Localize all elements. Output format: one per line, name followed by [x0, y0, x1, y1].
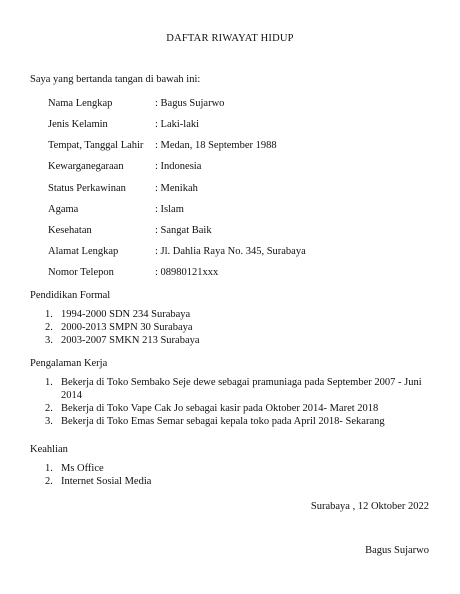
list-text: 2000-2013 SMPN 30 Surabaya [61, 322, 193, 334]
list-number: 1. [45, 463, 53, 474]
list-number: 1. [45, 377, 53, 388]
biodata-value: : Laki-laki [155, 119, 200, 131]
list-text: Internet Sosial Media [61, 476, 152, 488]
biodata-value: : Jl. Dahlia Raya No. 345, Surabaya [155, 245, 306, 257]
biodata-label: Agama [48, 203, 79, 215]
biodata-label: Nama Lengkap [48, 98, 113, 109]
signer-name: Bagus Sujarwo [365, 545, 429, 556]
biodata-value: : Menikah [155, 182, 198, 194]
list-text: Ms Office [61, 463, 104, 474]
list-item [30, 308, 430, 321]
biodata-value: : Indonesia [155, 161, 202, 173]
list-number: 3. [45, 416, 53, 428]
list-item [30, 334, 430, 347]
list-text: Bekerja di Toko Sembako Seje dewe sebagai pramuniaga pada September 2007 - Juni 2014 [61, 377, 422, 402]
biodata-label: Tempat, Tanggal Lahir [48, 140, 144, 152]
place-date: Surabaya , 12 Oktober 2022 [310, 501, 429, 512]
biodata-label: Kewarganegaraan [48, 161, 124, 173]
list-number: 2. [45, 322, 53, 334]
list-item [30, 415, 430, 428]
list-text: Bekerja di Toko Emas Semar sebagai kepala toko pada April 2018- Sekarang [61, 416, 385, 428]
list-number: 3. [45, 335, 53, 347]
pengalaman-heading: Pengalaman Kerja [30, 358, 108, 369]
biodata-label: Jenis Kelamin [48, 119, 108, 131]
biodata-value: : Bagus Sujarwo [155, 98, 225, 109]
list-number: 2. [45, 403, 53, 415]
list-item [30, 321, 430, 334]
keahlian-heading: Keahlian [30, 444, 68, 455]
biodata-label: Kesehatan [48, 224, 92, 236]
biodata-label: Status Perkawinan [48, 182, 126, 194]
intro-text: Saya yang bertanda tangan di bawah ini: [30, 74, 201, 85]
list-item [30, 376, 430, 402]
biodata-label: Nomor Telepon [48, 267, 114, 279]
list-text: 2003-2007 SMKN 213 Surabaya [61, 335, 200, 347]
pendidikan-list [30, 308, 430, 347]
list-text: 1994-2000 SDN 234 Surabaya [61, 309, 191, 320]
list-item [30, 475, 430, 488]
keahlian-list [30, 462, 430, 488]
list-item [30, 462, 430, 475]
document-title: DAFTAR RIWAYAT HIDUP [166, 33, 294, 44]
biodata-value: : Islam [155, 203, 184, 215]
biodata-value: : Medan, 18 September 1988 [155, 140, 277, 152]
list-number: 1. [45, 309, 53, 320]
pendidikan-heading: Pendidikan Formal [30, 290, 111, 301]
list-text: Bekerja di Toko Vape Cak Jo sebagai kasir pada Oktober 2014- Maret 2018 [61, 403, 379, 415]
biodata-value: : 08980121xxx [155, 267, 219, 279]
pengalaman-list [30, 376, 430, 429]
biodata-value: : Sangat Baik [155, 224, 212, 236]
list-number: 2. [45, 476, 53, 488]
list-item [30, 402, 430, 415]
biodata-label: Alamat Lengkap [48, 245, 119, 257]
